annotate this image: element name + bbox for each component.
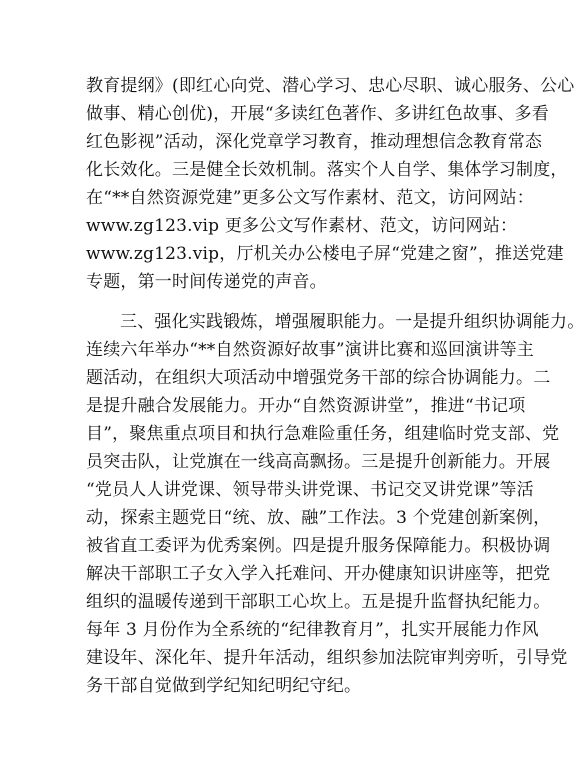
paragraph-2-line-7: “党员人人讲党课、领导带头讲党课、书记交叉讲党课”等活 [86,480,534,500]
paragraph-1-line-7: www.zg123.vip，厅机关办公楼电子屏“党建之窗”，推送党建 [86,244,564,264]
paragraph-2-line-14: 务干部自觉做到学纪知纪明纪守纪。 [86,676,362,696]
paragraph-2-line-12: 每年 3 月份作为全系统的“纪律教育月”，扎实开展能力作风 [86,620,539,640]
paragraph-2-line-10: 解决干部职工子女入学入托难问、开办健康知识讲座等，把党 [86,564,551,584]
paragraph-2-line-1: 三、强化实践锻炼，增强履职能力。一是提升组织协调能力。 [120,312,585,332]
paragraph-2-line-9: 被省直工委评为优秀案例。四是提升服务保障能力。积极协调 [86,536,551,556]
paragraph-1-line-3: 红色影视”活动，深化党章学习教育，推动理想信念教育常态 [86,132,543,152]
paragraph-1-line-1: 教育提纲》(即红心向党、潜心学习、忠心尽职、诚心服务、公心 [86,76,575,96]
paragraph-1-line-6: www.zg123.vip 更多公文写作素材、范文，访问网站： [86,216,518,236]
paragraph-1-line-4: 化长效化。三是健全长效机制。落实个人自学、集体学习制度， [86,160,568,180]
paragraph-2-line-2: 连续六年举办“**自然资源好故事”演讲比赛和巡回演讲等主 [86,340,534,360]
paragraph-2-line-6: 员突击队，让党旗在一线高高飘扬。三是提升创新能力。开展 [86,452,551,472]
paragraph-2-line-5: 目”，聚焦重点项目和执行急难险重任务，组建临时党支部、党 [86,424,560,444]
paragraph-1-line-5: 在“**自然资源党建”更多公文写作素材、范文，访问网站： [86,188,534,208]
paragraph-2-line-8: 动，探索主题党日“统、放、融”工作法。3 个党建创新案例， [86,508,551,528]
paragraph-1-line-8: 专题，第一时间传递党的声音。 [86,272,327,292]
paragraph-2-line-11: 组织的温暖传递到干部职工心坎上。五是提升监督执纪能力。 [86,592,551,612]
paragraph-2-line-3: 题活动，在组织大项活动中增强党务干部的综合协调能力。二 [86,368,551,388]
paragraph-2-line-13: 建设年、深化年、提升年活动，组织参加法院审判旁听，引导党 [86,648,568,668]
paragraph-2-line-4: 是提升融合发展能力。开办“自然资源讲堂”，推进“书记项 [86,396,526,416]
paragraph-1-line-2: 做事、精心创优)，开展“多读红色著作、多讲红色故事、多看 [86,104,549,124]
